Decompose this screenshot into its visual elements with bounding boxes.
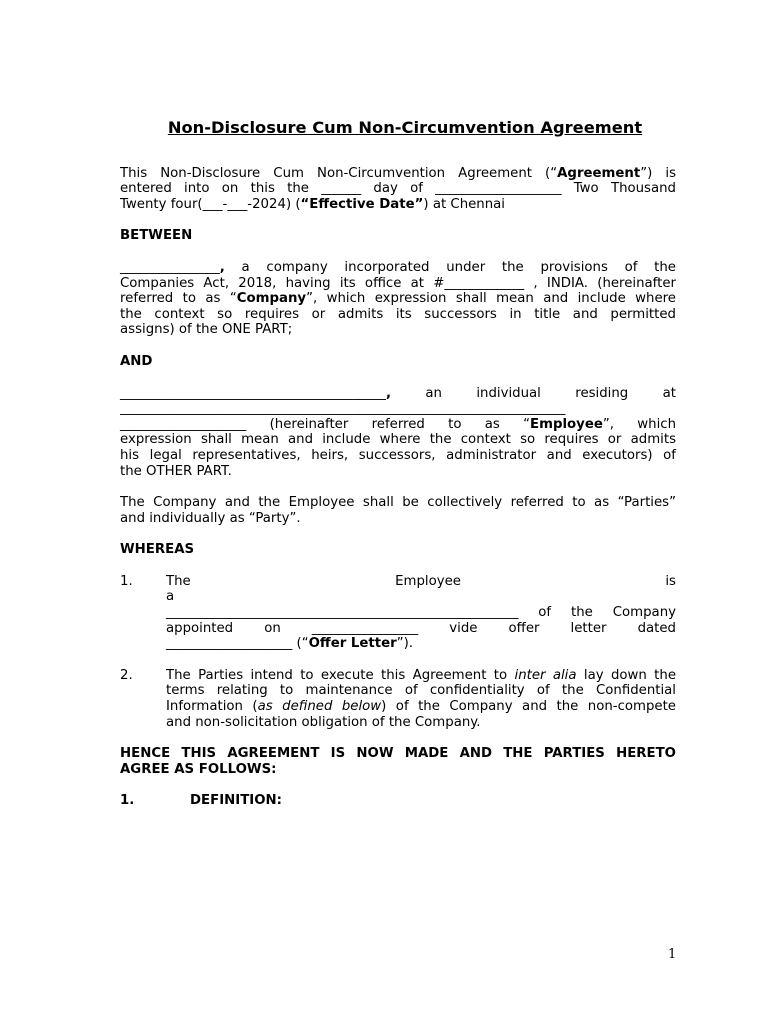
recital-line [166,668,676,684]
intro-text: Twenty four(___-___-2024) ( [120,196,301,212]
intro-paragraph [120,166,676,213]
recital-text: lay down the [576,667,676,683]
recital-number: 1. [120,573,133,589]
company-text: ”, which expression shall mean and include where [306,291,676,307]
recital-text: ___________________ (“ [166,636,309,652]
recital-text: ”). [396,636,413,652]
employee-paragraph [120,386,676,480]
offer-letter-term: Offer Letter [308,636,397,652]
employee-term: Employee [530,416,603,432]
intro-line: entered into on this the ______ day of ___________________ Two Thousand [120,181,676,197]
recital-text: Information ( [166,699,258,715]
recital-text: ) of the Company and the non-compete [381,699,676,715]
company-name-blank: _______________ [120,259,220,275]
recital-line [166,699,676,715]
company-line: the context so requires or admits its successors in title and permitted [120,306,676,322]
recital-line: and non-solicitation obligation of the Company. [166,714,481,730]
between-heading: BETWEEN [120,228,193,244]
definition-number: 1. [120,793,135,809]
company-line: assigns) of the ONE PART; [120,322,293,338]
company-line: Companies Act, 2018, having its office at #____________ , INDIA. (hereinafter [120,275,676,291]
intro-text: This Non-Disclosure Cum Non-Circumvention Agreement (“ [120,165,558,181]
employee-line [120,386,676,402]
hence-line: AGREE AS FOLLOWS: [120,761,277,777]
recital-line [166,636,676,652]
recital-text: The Parties intend to execute this Agreement to [166,667,515,683]
parties-line: The Company and the Employee shall be collectively referred to as “Parties” [120,495,676,511]
company-line [120,291,676,307]
recital-line: appointed on ________________ vide offer letter dated [166,620,676,636]
effective-date-term: “Effective Date” [300,196,424,212]
comma: , [385,385,391,401]
company-text: a company incorporated under the provisions of the [224,259,676,275]
employee-line: his legal representatives, heirs, successors, administrator and executors) of [120,447,676,463]
intro-line [120,166,676,182]
hence-line: HENCE THIS AGREEMENT IS NOW MADE AND THE PARTIES HERETO [120,746,676,762]
inter-alia-term: inter alia [514,667,577,683]
agreement-term: Agreement [557,165,641,181]
recital-number: 2. [120,667,133,683]
intro-line [120,197,676,213]
recital-item [120,668,676,730]
intro-text: ”) is [640,165,676,181]
whereas-heading: WHEREAS [120,542,195,558]
intro-text: ) at Chennai [423,196,505,212]
document-body [120,120,676,809]
parties-line: and individually as “Party”. [120,510,301,526]
definition-heading [120,793,676,809]
employee-line [120,417,676,433]
parties-paragraph [120,495,676,526]
company-line [120,260,676,276]
as-defined-below-term: as defined below [257,699,382,715]
employee-text: ”, which [602,416,677,432]
recital-item [120,574,676,652]
and-heading: AND [120,353,153,369]
employee-text: ___________________ (hereinafter referred to as “ [120,416,531,432]
employee-text: an individual residing at [391,385,676,401]
company-text: referred to as “ [120,291,237,307]
hence-paragraph [120,746,676,777]
recital-line: terms relating to maintenance of confidentiality of the Confidential [166,683,676,699]
company-term: Company [236,291,307,307]
recital-line: The Employee is a [166,573,676,605]
page-number: 1 [668,947,677,962]
employee-address-blank: ___________________________________________________________________ [120,401,566,417]
recital-line: _____________________________________________________ of the Company [166,605,676,621]
employee-name-blank: ________________________________________ [120,385,386,401]
recital-body [166,668,676,730]
employee-line: expression shall mean and include where the context so requires or admits [120,432,676,448]
document-title: Non-Disclosure Cum Non-Circumvention Agreement [167,118,643,137]
recital-body [166,574,676,652]
definition-label: DEFINITION: [190,793,282,809]
comma: , [219,259,225,275]
employee-line: the OTHER PART. [120,463,232,479]
company-paragraph [120,260,676,338]
